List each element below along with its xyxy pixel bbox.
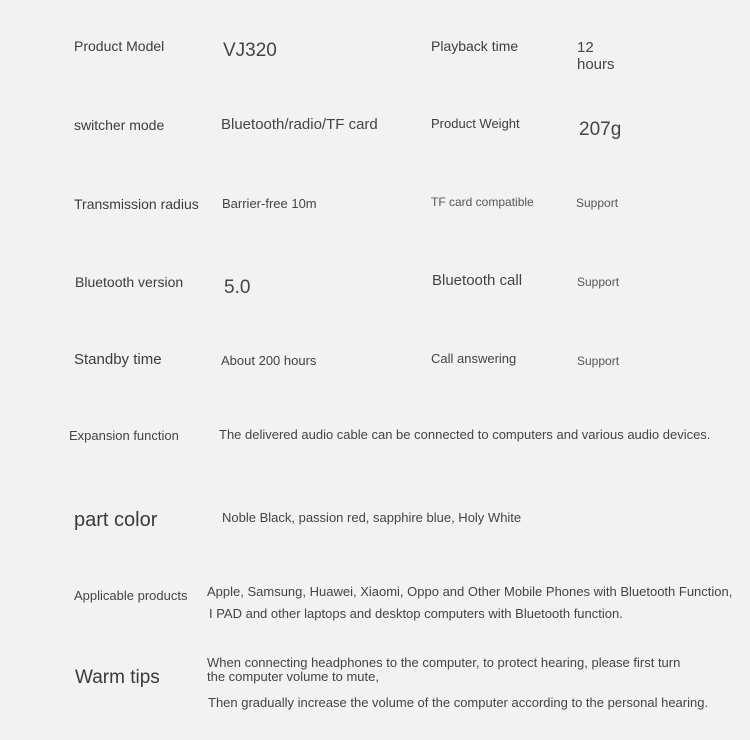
warm-tips-line-2: the computer volume to mute,	[207, 669, 379, 684]
playback-time-label: Playback time	[431, 38, 519, 54]
applicable-products-line-2: I PAD and other laptops and desktop computers with Bluetooth function.	[209, 606, 623, 621]
warm-tips-line-1: When connecting headphones to the computer, to protect hearing, please first turn	[207, 655, 681, 670]
playback-time-unit: hours	[577, 56, 615, 74]
expansion-function-value: The delivered audio cable can be connected to computers and various audio devices.	[219, 427, 711, 442]
switcher-mode-value: Bluetooth/radio/TF card	[221, 116, 378, 133]
switcher-mode-label: switcher mode	[74, 117, 165, 133]
tf-card-label: TF card compatible	[431, 195, 534, 209]
product-weight-label: Product Weight	[431, 116, 520, 131]
playback-time-value	[577, 39, 615, 74]
expansion-function-label: Expansion function	[69, 428, 179, 443]
applicable-products-line-1: Apple, Samsung, Huawei, Xiaomi, Oppo and Other Mobile Phones with Bluetooth Function,	[207, 584, 733, 599]
tf-card-value: Support	[576, 196, 619, 210]
warm-tips-line-3: Then gradually increase the volume of the computer according to the personal hearing.	[208, 695, 709, 710]
product-model-value: VJ320	[223, 40, 277, 61]
transmission-radius-value: Barrier-free 10m	[222, 196, 317, 211]
bluetooth-version-label: Bluetooth version	[75, 274, 184, 290]
transmission-radius-label: Transmission radius	[74, 196, 199, 212]
warm-tips-label: Warm tips	[75, 667, 160, 688]
product-weight-value: 207g	[579, 119, 622, 140]
part-color-label: part color	[74, 509, 158, 531]
product-model-label: Product Model	[74, 38, 165, 54]
part-color-value: Noble Black, passion red, sapphire blue, Holy White	[222, 510, 522, 525]
bluetooth-call-value: Support	[577, 275, 620, 289]
bluetooth-call-label: Bluetooth call	[432, 272, 523, 289]
call-answering-label: Call answering	[431, 351, 517, 366]
applicable-products-label: Applicable products	[74, 588, 188, 603]
standby-time-label: Standby time	[74, 351, 162, 368]
playback-time-number: 12	[577, 39, 594, 56]
bluetooth-version-value: 5.0	[224, 277, 251, 298]
standby-time-value: About 200 hours	[221, 353, 317, 368]
call-answering-value: Support	[577, 354, 620, 368]
